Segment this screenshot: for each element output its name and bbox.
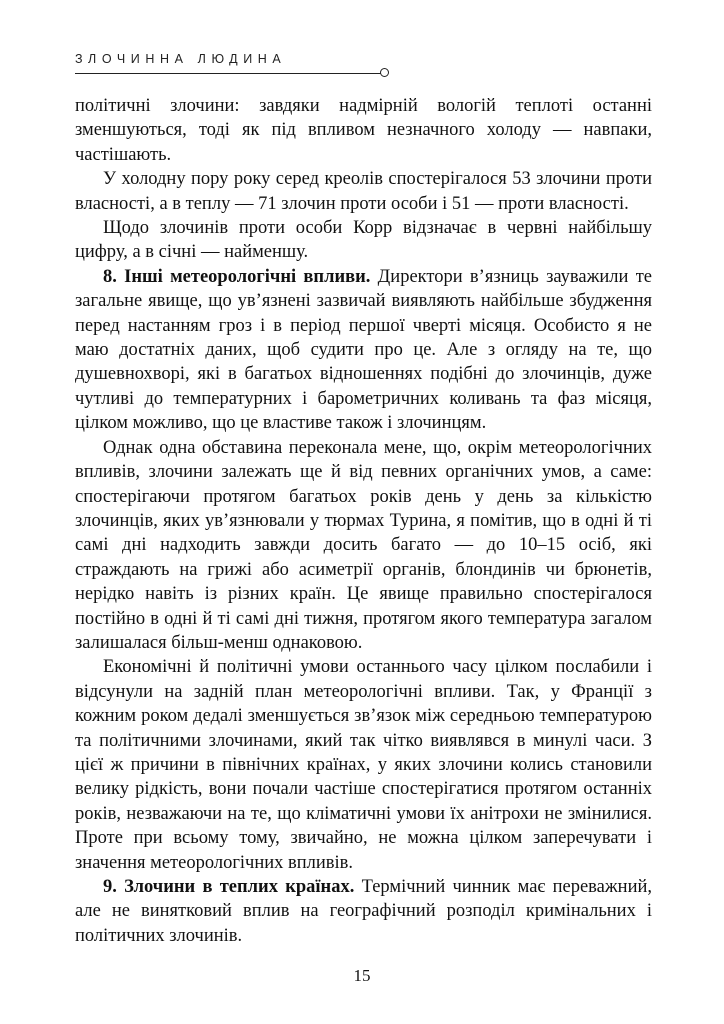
paragraph-5 xyxy=(75,436,652,656)
paragraph-1 xyxy=(75,94,652,167)
paragraph-7-text: Термічний чинник має переважний, але не винятковий вплив на географічний розподіл кримінальних і політичних злочинів. xyxy=(75,877,652,946)
running-header-title: ЗЛОЧИННА ЛЮДИНА xyxy=(75,52,287,66)
header-circle-ornament xyxy=(380,68,389,77)
paragraph-6 xyxy=(75,655,652,875)
paragraph-1-text: політичні злочини: завдяки надмірній вологій теплоті останні зменшуються, тоді як під впливом незначного холоду — навпаки, частішають. xyxy=(75,96,652,165)
paragraph-3-text: Щодо злочинів проти особи Корр відзначає в червні найбільшу цифру, а в січні — найменшу. xyxy=(75,218,652,263)
section-heading-8: 8. Інші метеорологічні впливи. xyxy=(103,266,371,287)
page-number: 15 xyxy=(353,966,371,985)
paragraph-4 xyxy=(75,265,652,436)
paragraph-2-text: У холодну пору року серед креолів спостерігалося 53 злочини проти власності, а в теплу — 71 злочин проти особи і 51 — проти власності. xyxy=(75,169,652,214)
section-heading-9: 9. Злочини в теплих країнах. xyxy=(103,877,355,897)
header-rule xyxy=(75,73,381,74)
paragraph-3 xyxy=(75,216,652,265)
paragraph-4-text: Директори в’язниць зауважили те загальне явище, що ув’язнені зазвичай виявляють найбільше збудження перед настанням гроз і в період першої чверті місяця. Особисто я не маю достатніх даних, щоб судити про це. Але з огляду на те, що душевнохворі, які в багатьох відношеннях подібні до злочинців, дуже чутливі до температурних і барометричних коливань та фаз місяця, цілком можливо, що це властиве також і злочинцям. xyxy=(75,266,653,434)
paragraph-2 xyxy=(75,167,652,216)
page-body xyxy=(75,94,652,948)
paragraph-7 xyxy=(75,875,652,948)
paragraph-5-text: Однак одна обставина переконала мене, що, окрім метеорологічних впливів, злочини залежать ще й від певних органічних умов, а саме: спостерігаючи протягом багатьох років день у день за кількістю злочинців, яких ув’язнювали у тюрмах Турина, я помітив, що в одні й ті самі дні надходить завжди досить багато — до 10–15 осіб, які страждають на грижі або асиметрії органів, блондинів чи брюнетів, нерідко навіть із різних країн. Це явище правильно спостерігалося постійно в одні й ті самі дні тижня, протягом якого температура загалом залишалася більш-менш однаковою. xyxy=(75,437,652,653)
paragraph-6-text: Економічні й політичні умови останнього часу цілком послабили і відсунули на задній план метеорологічні впливи. Так, у Франції з кожним роком дедалі зменшується зв’язок між середньою температурою та політичними злочинами, який так чітко виявлявся в минулі часи. З цієї ж причини в північних країнах, у яких злочини колись становили велику рідкість, вони почали частіше спостерігатися протягом останніх років, незважаючи на те, що кліматичні умови їх анітрохи не змінилися. Проте при всьому тому, звичайно, не можна цілком заперечувати і значення метеорологічних впливів. xyxy=(75,657,652,873)
